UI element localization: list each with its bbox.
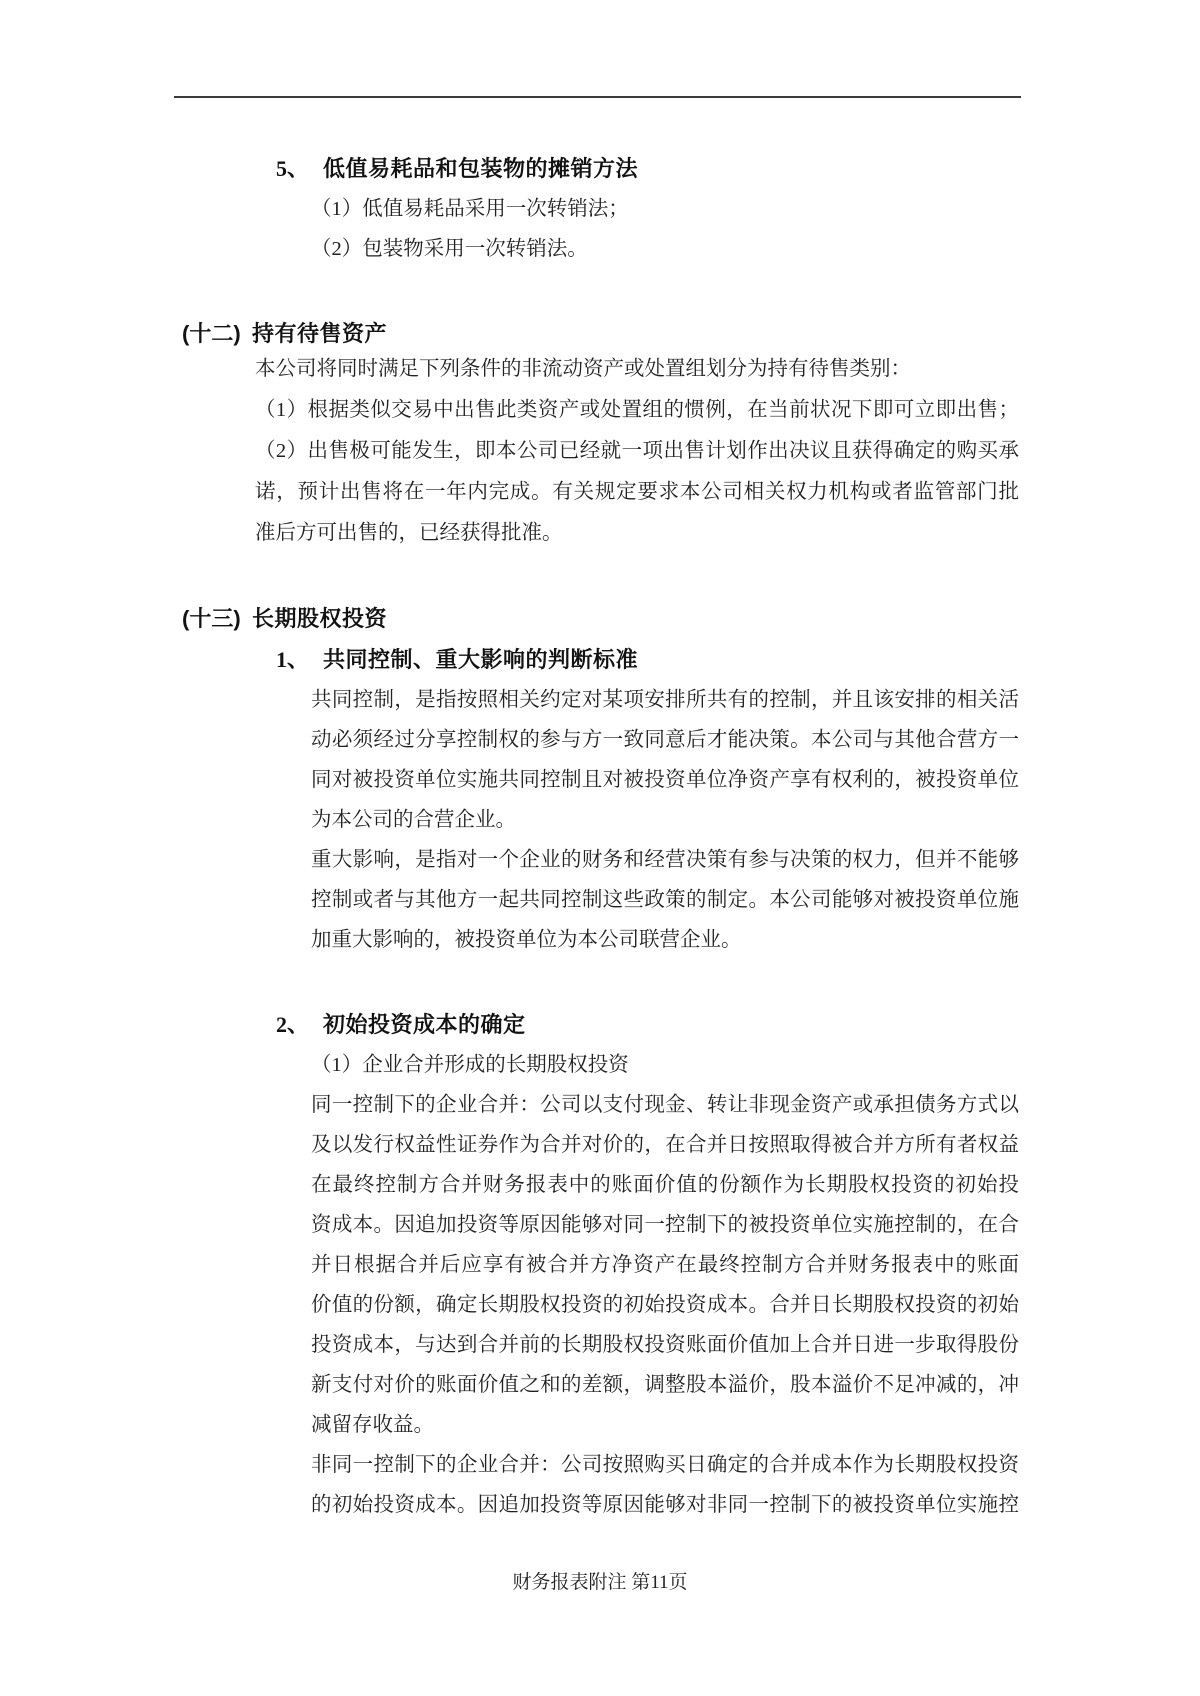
text-line: 资成本。因追加投资等原因能够对同一控制下的被投资单位实施控制的，在合 [311,1214,1019,1236]
text-line: 在最终控制方合并财务报表中的账面价值的份额作为长期股权投资的初始投 [311,1174,1019,1196]
text-line: （2）出售极可能发生，即本公司已经就一项出售计划作出决议且获得确定的购买承 [255,440,1019,462]
text-line: 重大影响，是指对一个企业的财务和经营决策有参与决策的权力，但并不能够 [311,849,1019,871]
text-line: 诺，预计出售将在一年内完成。有关规定要求本公司相关权力机构或者监管部门批 [255,481,1019,503]
paragraph-block [255,349,1019,554]
section-marker: (十二) [182,321,241,346]
text-line: 减留存收益。 [311,1414,434,1436]
numbered-heading [276,1012,1200,1037]
numbered-heading [276,647,1200,672]
text-line: 控制或者与其他方一起共同控制这些政策的制定。本公司能够对被投资单位施 [311,889,1019,911]
section-heading [182,606,1200,631]
heading-number: 2、 [276,1012,310,1037]
heading-title: 初始投资成本的确定 [323,1012,526,1037]
text-line: 价值的份额，确定长期股权投资的初始投资成本。合并日长期股权投资的初始 [311,1294,1019,1316]
text-line: 并日根据合并后应享有被合并方净资产在最终控制方合并财务报表中的账面 [311,1254,1019,1276]
text-line: 新支付对价的账面价值之和的差额，调整股本溢价，股本溢价不足冲减的，冲 [311,1374,1019,1396]
text-line: 动必须经过分享控制权的参与方一致同意后才能决策。本公司与其他合营方一 [311,729,1019,751]
section-heading [182,321,1200,346]
text-line: 的初始投资成本。因追加投资等原因能够对非同一控制下的被投资单位实施控 [311,1494,1019,1516]
text-line: 准后方可出售的，已经获得批准。 [255,522,563,544]
heading-number: 5、 [276,156,310,181]
heading-title: 共同控制、重大影响的判断标准 [323,647,639,672]
text-line: 为本公司的合营企业。 [311,809,516,831]
text-line: 同对被投资单位实施共同控制且对被投资单位净资产享有权利的，被投资单位 [311,769,1019,791]
heading-number: 1、 [276,647,310,672]
section-marker: (十三) [182,606,241,631]
text-line: 同一控制下的企业合并：公司以支付现金、转让非现金资产或承担债务方式以 [311,1094,1019,1116]
text-line: 本公司将同时满足下列条件的非流动资产或处置组划分为持有待售类别： [255,358,911,380]
text-line: 投资成本，与达到合并前的长期股权投资账面价值加上合并日进一步取得股份 [311,1334,1019,1356]
text-line: （1）根据类似交易中出售此类资产或处置组的惯例，在当前状况下即可立即出售； [255,399,1019,421]
section-title: 长期股权投资 [252,606,388,631]
text-line: 非同一控制下的企业合并：公司按照购买日确定的合并成本作为长期股权投资 [311,1454,1019,1476]
paragraph-block [311,1045,1019,1525]
header-rule [174,96,1021,98]
text-line: 共同控制，是指按照相关约定对某项安排所共有的控制，并且该安排的相关活 [311,689,1019,711]
paragraph-block [311,189,1019,269]
section-title: 持有待售资产 [252,321,388,346]
paragraph-block [311,680,1019,960]
text-line: 加重大影响的，被投资单位为本公司联营企业。 [311,929,742,951]
page-footer-label: 财务报表附注 第11页 [512,1572,688,1593]
text-line: （1）企业合并形成的长期股权投资 [311,1054,629,1076]
numbered-heading [276,156,1200,181]
text-line: （1）低值易耗品采用一次转销法； [311,198,629,220]
heading-title: 低值易耗品和包装物的摊销方法 [323,156,639,181]
text-line: （2）包装物采用一次转销法。 [311,238,588,260]
text-line: 及以发行权益性证券作为合并对价的，在合并日按照取得被合并方所有者权益 [311,1134,1019,1156]
